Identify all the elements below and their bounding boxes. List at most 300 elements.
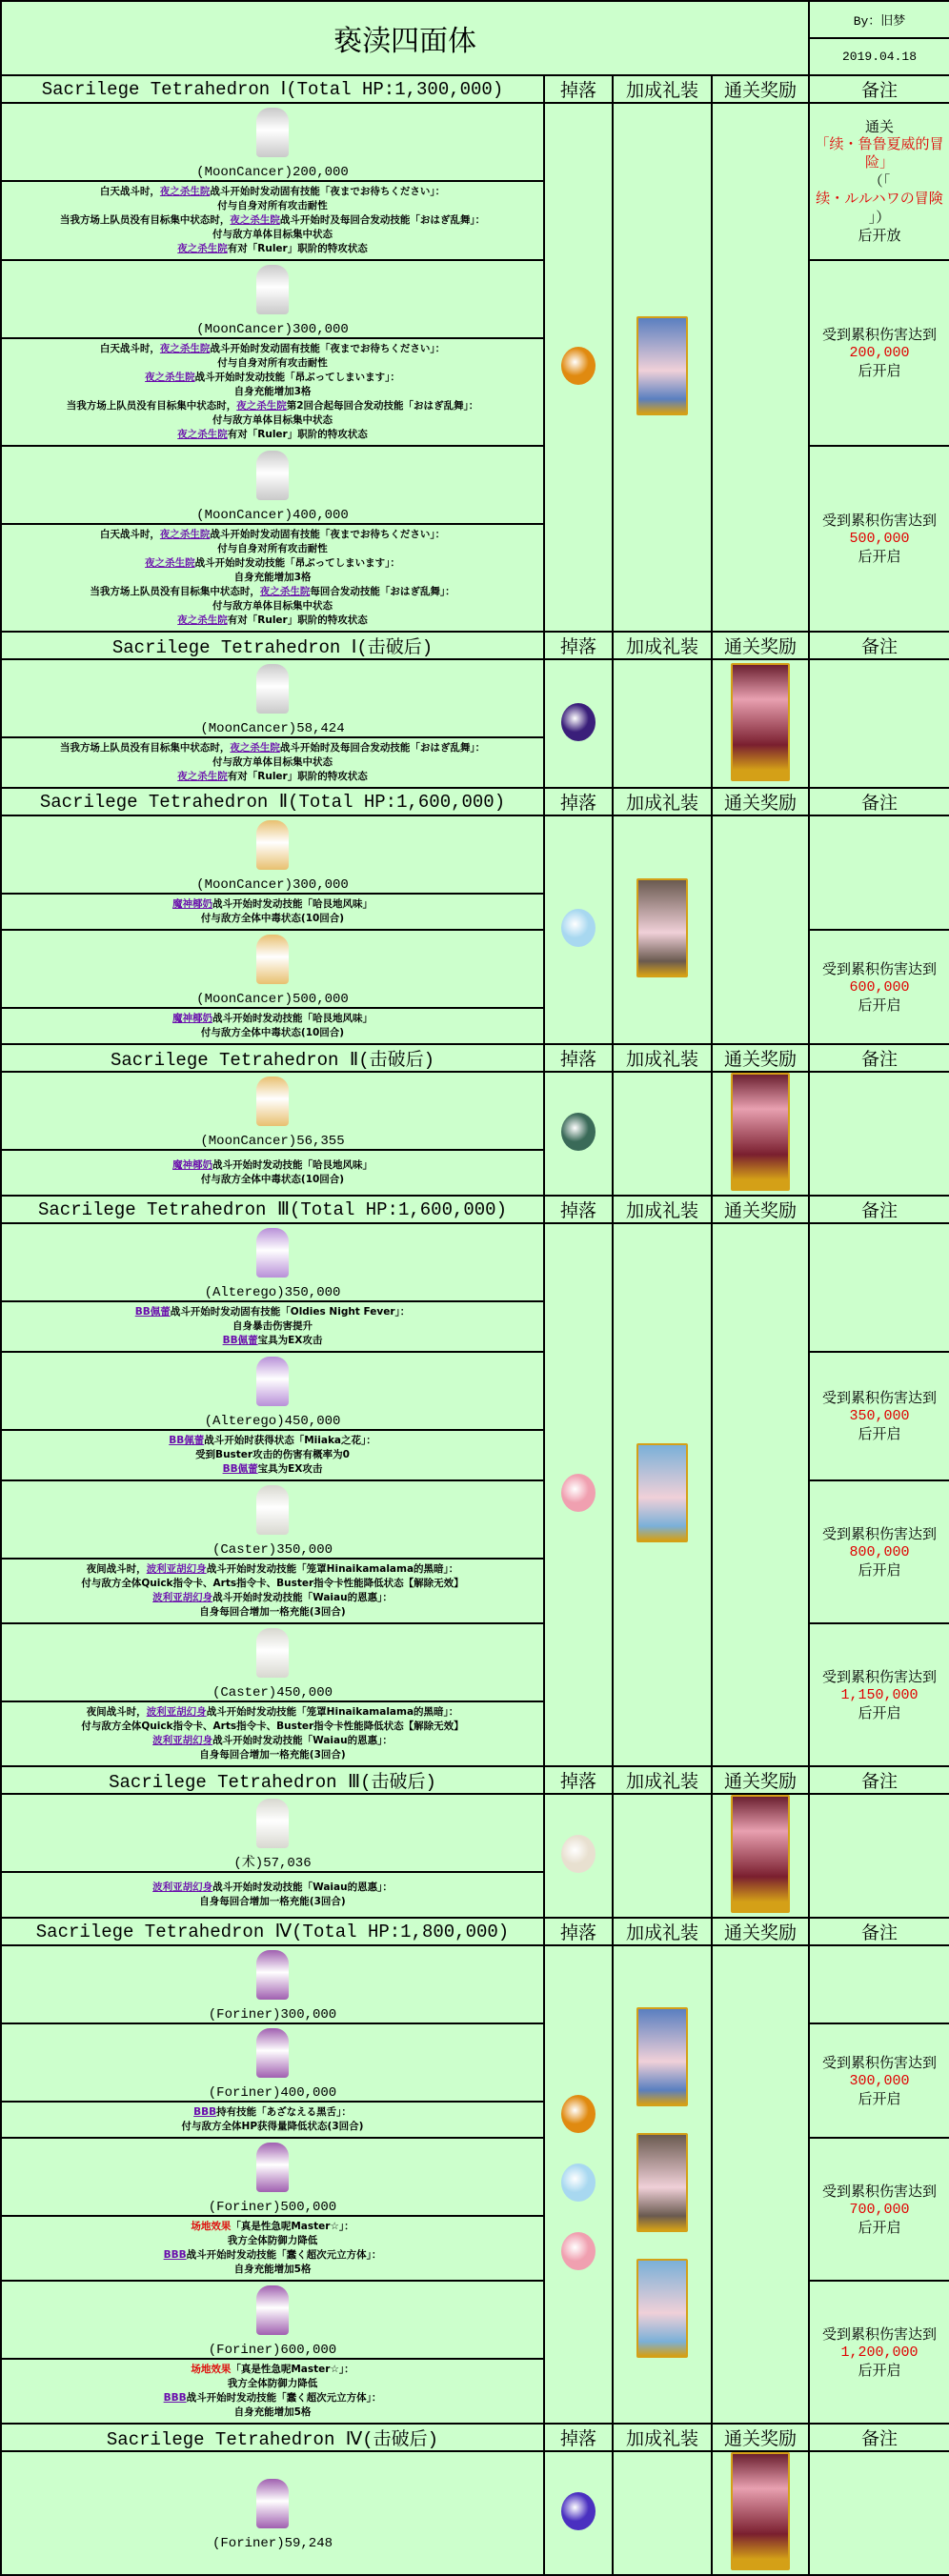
remark-highlight: 600,000 [849, 978, 910, 996]
remark-cell [809, 1945, 949, 2023]
text: 战斗开始时发动技能「哈艮地风味」 [212, 898, 373, 910]
text: 付与敌方单体目标集中状态 [212, 414, 333, 426]
text: 付与自身对所有攻击耐性 [217, 200, 328, 211]
boss-row [1, 659, 949, 737]
boss-portrait-icon [256, 2143, 289, 2192]
skill-line [4, 242, 541, 256]
skill-line [4, 228, 541, 242]
remark-text: 」） [868, 209, 891, 226]
craft-essence-card-icon [636, 316, 688, 415]
remark-text: 受到累积伤害达到 [821, 1389, 937, 1406]
skill-line [4, 1734, 541, 1748]
column-header-ce: 加成礼装 [613, 1766, 712, 1794]
servant-link[interactable]: 夜之杀生院 [177, 243, 228, 254]
boss-portrait-icon [256, 451, 289, 500]
highlight-text: 场地效果 [191, 2364, 232, 2375]
section-header-row [1, 1196, 949, 1223]
column-header-note: 备注 [809, 1918, 949, 1945]
boss-portrait-icon [256, 108, 289, 157]
text: 付与敌方全体HP获得量降低状态(3回合) [181, 2121, 364, 2132]
craft-essence-card-icon [636, 1443, 688, 1542]
column-header-reward: 通关奖励 [712, 1918, 809, 1945]
skill-line [4, 342, 541, 356]
servant-link[interactable]: BB佩蕾 [222, 1335, 258, 1346]
text: 战斗开始时发动技能「哈艮地风味」 [212, 1013, 373, 1024]
text: 有对「Ruler」职阶的特攻状态 [227, 243, 368, 254]
column-header-note: 备注 [809, 2424, 949, 2451]
reward-cell [712, 2451, 809, 2575]
section-header-row [1, 2424, 949, 2451]
text: 自身充能增加3格 [233, 572, 312, 583]
drop-cell [544, 815, 613, 1044]
drop-cell [544, 1223, 613, 1766]
remark-text: 后开启 [858, 2361, 901, 2379]
servant-link[interactable]: 波利亚胡幻身 [152, 1882, 213, 1893]
remark-highlight: 续・ルルハワの冒険 [816, 191, 943, 208]
skill-line [4, 385, 541, 399]
servant-link[interactable]: 夜之杀生院 [159, 343, 211, 354]
boss-portrait-icon [256, 1357, 289, 1406]
column-header-drop: 掉落 [544, 1196, 613, 1223]
section-header-row [1, 1766, 949, 1794]
remark-cell [809, 1223, 949, 1352]
drop-cell [544, 659, 613, 788]
remark-text: 后开启 [858, 1560, 901, 1579]
boss-row [1, 1794, 949, 1872]
servant-card-icon [731, 1795, 790, 1913]
reward-cell [712, 1794, 809, 1918]
boss-portrait-icon [256, 1628, 289, 1678]
text: 付与敌方全体中毒状态(10回合) [200, 913, 345, 924]
skill-line [4, 599, 541, 614]
remark-highlight: 700,000 [849, 2201, 910, 2218]
boss-portrait-icon [256, 935, 289, 984]
boss-row [1, 1072, 949, 1150]
boss-class-hp: (Caster)450,000 [212, 1685, 333, 1701]
section-title: Sacrilege Tetrahedron Ⅲ(Total HP:1,600,000) [1, 1196, 544, 1223]
skill-line [4, 199, 541, 213]
boss-row [1, 2451, 949, 2575]
skill-line [4, 2220, 541, 2234]
remark-highlight: 「续・鲁鲁夏威的冒险」 [815, 137, 944, 171]
craft-essence-card-icon [636, 2133, 688, 2232]
boss-row [1, 1223, 949, 1301]
remark-text: 受到累积伤害达到 [821, 2182, 937, 2200]
boss-portrait-icon [256, 2479, 289, 2528]
text: 自身充能增加3格 [233, 386, 312, 397]
remark-cell [809, 930, 949, 1044]
boss-skills [1, 1701, 544, 1766]
servant-card-icon [731, 663, 790, 781]
skill-line [4, 185, 541, 199]
remark-cell [809, 446, 949, 632]
boss-portrait-cell [1, 815, 544, 894]
text: 白天战斗时， [99, 186, 160, 197]
boss-portrait-icon [256, 1799, 289, 1848]
servant-link[interactable]: BB佩蕾 [222, 1463, 258, 1475]
skill-line [4, 2234, 541, 2248]
skill-line [4, 371, 541, 385]
skill-line [4, 2377, 541, 2391]
craft-essence-cell [613, 1223, 712, 1766]
servant-link[interactable]: 夜之杀生院 [230, 214, 280, 226]
skill-line [4, 556, 541, 571]
text: 宝具为EX攻击 [257, 1335, 323, 1346]
boss-class-hp: (Foriner)500,000 [208, 2200, 337, 2215]
boss-class-hp: (MoonCancer)500,000 [196, 992, 349, 1007]
text: 付与自身对所有攻击耐性 [217, 543, 328, 554]
boss-class-hp: (Caster)350,000 [212, 1542, 333, 1558]
boss-row [1, 1945, 949, 2023]
section-header-row [1, 1044, 949, 1072]
boss-portrait-icon [256, 820, 289, 870]
drop-cell [544, 1945, 613, 2424]
servant-link[interactable]: 夜之杀生院 [230, 742, 280, 754]
boss-class-hp: (Alterego)450,000 [204, 1414, 341, 1429]
boss-portrait-icon [256, 265, 289, 314]
column-header-note: 备注 [809, 1044, 949, 1072]
skill-line [4, 1748, 541, 1762]
skill-line [4, 428, 541, 442]
craft-essence-cell [613, 815, 712, 1044]
drop-cell [544, 1072, 613, 1196]
remark-text: 后开启 [858, 362, 901, 379]
boss-portrait-icon [256, 664, 289, 714]
text: 付与敌方单体目标集中状态 [212, 756, 333, 768]
column-header-note: 备注 [809, 788, 949, 815]
servant-link[interactable]: 夜之杀生院 [177, 771, 228, 782]
text: 有对「Ruler」职阶的特攻状态 [227, 614, 368, 626]
remark-text: 后开启 [858, 1425, 901, 1442]
remark-cell [809, 103, 949, 260]
boss-portrait-cell [1, 446, 544, 524]
remark-highlight: 350,000 [849, 1408, 910, 1424]
boss-skills [1, 2102, 544, 2138]
column-header-note: 备注 [809, 1766, 949, 1794]
drop-cell [544, 2451, 613, 2575]
remark-cell [809, 815, 949, 930]
servant-link[interactable]: 夜之杀生院 [177, 614, 228, 626]
skill-line [4, 213, 541, 228]
column-header-drop: 掉落 [544, 1918, 613, 1945]
servant-link[interactable]: 夜之杀生院 [177, 429, 228, 440]
text: 战斗开始时发动技能「笼罩Hinaikamalama的黑暗」： [206, 1706, 459, 1718]
section-header-row [1, 1918, 949, 1945]
boss-portrait-cell [1, 1072, 544, 1150]
craft-essence-cell [613, 1072, 712, 1196]
text: 战斗开始时发动技能「蠢く超次元立方体」： [186, 2392, 382, 2404]
green-root-item-icon [561, 1113, 596, 1151]
skill-line [4, 1334, 541, 1348]
remark-cell [809, 2451, 949, 2575]
text: 自身充能增加5格 [233, 2264, 312, 2275]
boss-skills [1, 1872, 544, 1918]
boss-class-hp: (MoonCancer)58,424 [200, 721, 345, 736]
skill-line [4, 1577, 541, 1591]
text: 有对「Ruler」职阶的特攻状态 [227, 771, 368, 782]
section-title: Sacrilege Tetrahedron Ⅰ(Total HP:1,300,000) [1, 75, 544, 103]
boss-skills [1, 1150, 544, 1196]
servant-link[interactable]: 夜之杀生院 [145, 372, 195, 383]
boss-portrait-cell [1, 103, 544, 181]
skill-line [4, 2248, 541, 2263]
skill-line [4, 1305, 541, 1319]
section-title: Sacrilege Tetrahedron Ⅳ(击破后) [1, 2424, 544, 2451]
column-header-reward: 通关奖励 [712, 2424, 809, 2451]
servant-link[interactable]: 夜之杀生院 [159, 529, 211, 540]
remark-highlight: 500,000 [849, 531, 910, 547]
craft-essence-card-icon [636, 2259, 688, 2358]
text: 夜间战斗时， [86, 1706, 147, 1718]
craft-essence-cell [613, 103, 712, 632]
skill-line [4, 1012, 541, 1026]
skill-line [4, 1895, 541, 1909]
servant-link[interactable]: 夜之杀生院 [236, 400, 287, 412]
text: 付与敌方全体中毒状态(10回合) [200, 1174, 345, 1185]
text: 当我方场上队员没有目标集中状态时， [59, 214, 231, 226]
text: 战斗开始时及每回合发动技能「おはぎ乱舞」： [279, 214, 486, 226]
boss-portrait-cell [1, 2023, 544, 2102]
text: 自身每回合增加一格充能(3回合) [199, 1749, 346, 1761]
boss-skills [1, 1301, 544, 1352]
column-header-ce: 加成礼装 [613, 1918, 712, 1945]
ink-bottle-item-icon [561, 2232, 596, 2270]
text: 白天战斗时， [99, 529, 160, 540]
text: 战斗开始时发动技能「哈艮地风味」 [212, 1159, 373, 1171]
servant-link[interactable]: 波利亚胡幻身 [146, 1706, 207, 1718]
text: 自身充能增加5格 [233, 2406, 312, 2418]
remark-text: 后开启 [858, 2218, 901, 2236]
boss-row [1, 103, 949, 181]
boss-class-hp: (MoonCancer)200,000 [196, 165, 349, 180]
section-title: Sacrilege Tetrahedron Ⅱ(Total HP:1,600,000) [1, 788, 544, 815]
remark-text: 受到累积伤害达到 [821, 326, 937, 343]
column-header-note: 备注 [809, 632, 949, 659]
column-header-drop: 掉落 [544, 2424, 613, 2451]
column-header-reward: 通关奖励 [712, 632, 809, 659]
text: 有对「Ruler」职阶的特攻状态 [227, 429, 368, 440]
boss-portrait-cell [1, 930, 544, 1008]
craft-essence-card-icon [636, 2007, 688, 2106]
servant-link[interactable]: 波利亚胡幻身 [152, 1735, 213, 1746]
boss-class-hp: (Foriner)300,000 [208, 2007, 337, 2023]
text: 战斗开始时发动技能「蠢く超次元立方体」： [186, 2249, 382, 2261]
text: 战斗开始时及每回合发动技能「おはぎ乱舞」： [279, 742, 486, 754]
remark-text: 受到累积伤害达到 [821, 1524, 937, 1542]
drop-cell [544, 1794, 613, 1918]
skill-line [4, 1158, 541, 1173]
reward-cell [712, 1223, 809, 1766]
servant-link[interactable]: 夜之杀生院 [159, 186, 211, 197]
text: 付与自身对所有攻击耐性 [217, 357, 328, 369]
servant-link[interactable]: BBB [163, 2249, 187, 2261]
boss-portrait-cell [1, 1480, 544, 1559]
craft-essence-cell [613, 1794, 712, 1918]
text: 战斗开始时发动技能「Waiau的恩惠」： [212, 1592, 393, 1603]
text: 白天战斗时， [99, 343, 160, 354]
skill-line [4, 897, 541, 912]
servant-link[interactable]: 波利亚胡幻身 [152, 1592, 213, 1603]
text: 战斗开始时发动技能「昂ぶってしまいます」： [194, 557, 400, 569]
servant-link[interactable]: 魔神椰奶 [172, 1159, 212, 1171]
servant-link[interactable]: 波利亚胡幻身 [146, 1563, 207, 1575]
reward-cell [712, 1945, 809, 2424]
skill-line [4, 2263, 541, 2277]
skill-line [4, 1591, 541, 1605]
section-title: Sacrilege Tetrahedron Ⅳ(Total HP:1,800,000) [1, 1918, 544, 1945]
text: 「真是性急呢Master☆」： [231, 2364, 354, 2375]
section-title: Sacrilege Tetrahedron Ⅰ(击破后) [1, 632, 544, 659]
author: By：旧梦 [809, 1, 949, 38]
remark-text: （「 [868, 172, 891, 190]
reward-cell [712, 1072, 809, 1196]
boss-class-hp: (MoonCancer)300,000 [196, 322, 349, 337]
text: 当我方场上队员没有目标集中状态时， [59, 742, 231, 754]
text: 战斗开始时发动固有技能「Oldies Night Fever」： [170, 1306, 411, 1318]
boss-class-hp: (Foriner)400,000 [208, 2085, 337, 2101]
column-header-ce: 加成礼装 [613, 788, 712, 815]
remark-highlight: 1,150,000 [840, 1686, 919, 1703]
section-header-row [1, 75, 949, 103]
skill-line [4, 1462, 541, 1477]
text: 自身每回合增加一格充能(3回合) [199, 1896, 346, 1907]
remark-cell [809, 260, 949, 446]
text: 当我方场上队员没有目标集中状态时， [90, 586, 260, 597]
remark-text: 后开启 [858, 1703, 901, 1721]
highlight-text: 场地效果 [191, 2221, 232, 2232]
skill-line [4, 528, 541, 542]
text: 每回合发动技能「おはぎ乱舞」： [310, 586, 455, 597]
column-header-ce: 加成礼装 [613, 632, 712, 659]
text: 付与敌方单体目标集中状态 [212, 600, 333, 612]
text: 当我方场上队员没有目标集中状态时， [66, 400, 237, 412]
boss-portrait-cell [1, 659, 544, 737]
remark-cell [809, 1623, 949, 1766]
skill-line [4, 614, 541, 628]
ink-bottle-item-icon [561, 1474, 596, 1512]
remark-text: 后开启 [858, 996, 901, 1014]
skill-line [4, 585, 541, 599]
section-header-row [1, 632, 949, 659]
boss-portrait-cell [1, 1223, 544, 1301]
craft-essence-cell [613, 2451, 712, 2575]
skill-line [4, 912, 541, 926]
servant-link[interactable]: 夜之杀生院 [145, 557, 195, 569]
servant-card-icon [731, 2452, 790, 2570]
boss-skills [1, 1430, 544, 1480]
servant-link[interactable]: BBB [163, 2392, 187, 2404]
remark-highlight: 800,000 [849, 1543, 910, 1560]
boss-portrait-cell [1, 1945, 544, 2023]
craft-essence-cell [613, 1945, 712, 2424]
text: 持有技能「あざなえる黑舌」： [216, 2106, 352, 2118]
skill-line [4, 1562, 541, 1577]
remark-text: 受到累积伤害达到 [821, 512, 937, 529]
remark-text: 后开启 [858, 2089, 901, 2107]
boss-portrait-icon [256, 1077, 289, 1126]
craft-essence-card-icon [636, 878, 688, 977]
servant-link[interactable]: BB佩蕾 [169, 1435, 205, 1446]
craft-essence-cell [613, 659, 712, 788]
section-title: Sacrilege Tetrahedron Ⅱ(击破后) [1, 1044, 544, 1072]
orange-bread-item-icon [561, 347, 596, 385]
skill-line [4, 1881, 541, 1895]
servant-link[interactable]: BBB [193, 2106, 217, 2118]
column-header-reward: 通关奖励 [712, 1196, 809, 1223]
skill-line [4, 1448, 541, 1462]
column-header-note: 备注 [809, 75, 949, 103]
page-title: 亵渎四面体 [1, 1, 809, 75]
column-header-drop: 掉落 [544, 75, 613, 103]
remark-cell [809, 1072, 949, 1196]
remark-cell [809, 2138, 949, 2281]
text: 战斗开始时发动固有技能「夜までお待ちください」： [210, 343, 446, 354]
remark-text: 后开放 [858, 227, 901, 244]
column-header-drop: 掉落 [544, 1766, 613, 1794]
remark-cell [809, 1480, 949, 1623]
skill-line [4, 1605, 541, 1620]
boss-class-hp: (Alterego)350,000 [204, 1285, 341, 1300]
skill-line [4, 2405, 541, 2420]
boss-portrait-icon [256, 2285, 289, 2335]
boss-portrait-cell [1, 260, 544, 338]
text: 我方全体防御力降低 [227, 2235, 318, 2246]
skill-line [4, 2120, 541, 2134]
text: 「真是性急呢Master☆」： [231, 2221, 354, 2232]
skill-line [4, 1319, 541, 1334]
servant-link[interactable]: 魔神椰奶 [172, 898, 212, 910]
skill-line [4, 1434, 541, 1448]
dark-orb-item-icon [561, 703, 596, 741]
skill-line [4, 1173, 541, 1187]
blue-cards-item-icon [561, 909, 596, 947]
skill-line [4, 399, 541, 413]
boss-portrait-icon [256, 1228, 289, 1278]
text: 付与敌方单体目标集中状态 [212, 229, 333, 240]
boss-class-hp: (MoonCancer)300,000 [196, 877, 349, 893]
skill-line [4, 770, 541, 784]
reward-cell [712, 815, 809, 1044]
remark-text: 受到累积伤害达到 [821, 1667, 937, 1685]
column-header-ce: 加成礼装 [613, 75, 712, 103]
section-header-row [1, 788, 949, 815]
remark-text: 受到累积伤害达到 [821, 959, 937, 977]
boss-skills [1, 1559, 544, 1623]
text: 付与敌方全体中毒状态(10回合) [200, 1027, 345, 1038]
column-header-reward: 通关奖励 [712, 75, 809, 103]
remark-text: 受到累积伤害达到 [821, 2053, 937, 2071]
servant-link[interactable]: 魔神椰奶 [172, 1013, 212, 1024]
boss-skills [1, 2216, 544, 2281]
servant-link[interactable]: BB佩蕾 [134, 1306, 171, 1318]
servant-link[interactable]: 夜之杀生院 [259, 586, 311, 597]
text: 我方全体防御力降低 [227, 2378, 318, 2389]
remark-highlight: 200,000 [849, 345, 910, 361]
skill-line [4, 1026, 541, 1040]
skill-line [4, 2105, 541, 2120]
remark-cell [809, 2281, 949, 2424]
boss-skills [1, 524, 544, 632]
blue-cards-item-icon [561, 2163, 596, 2202]
section-title: Sacrilege Tetrahedron Ⅲ(击破后) [1, 1766, 544, 1794]
text: 自身暴击伤害提升 [232, 1320, 313, 1332]
boss-skills [1, 894, 544, 930]
boss-portrait-cell [1, 1623, 544, 1701]
boss-class-hp: (MoonCancer)56,355 [200, 1134, 345, 1149]
remark-cell [809, 1352, 949, 1480]
skill-line [4, 542, 541, 556]
skill-line [4, 2391, 541, 2405]
